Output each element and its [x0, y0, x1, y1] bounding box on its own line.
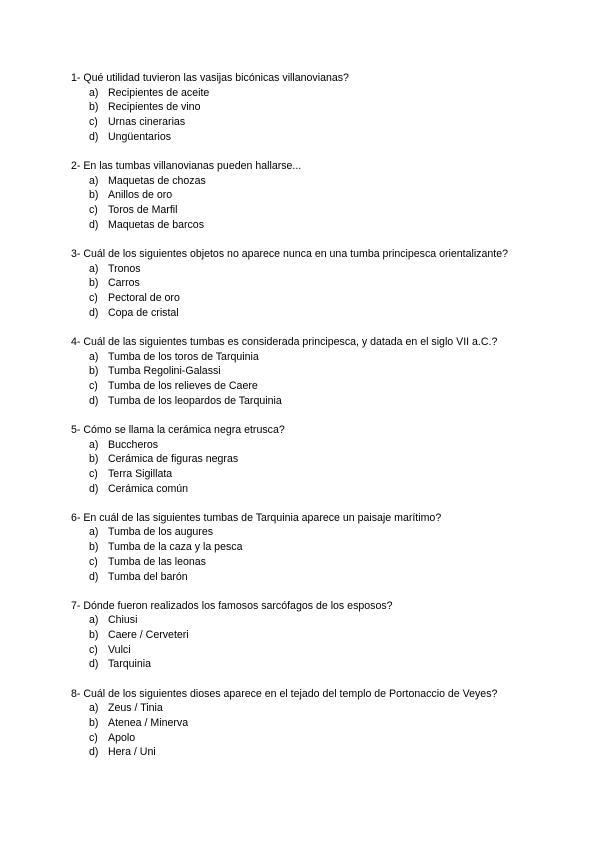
- option-letter: c): [89, 379, 98, 392]
- question-text: 3- Cuál de los siguientes objetos no aparece nunca en una tumba principesca orientalizante?: [71, 247, 508, 260]
- option-b: [71, 628, 541, 643]
- option-letter: d): [89, 130, 99, 143]
- option-text: Buccheros: [108, 438, 159, 451]
- option-a: [71, 701, 541, 716]
- option-letter: a): [89, 526, 99, 539]
- option-text: Toros de Marfil: [108, 204, 178, 217]
- option-c: [71, 555, 541, 570]
- option-text: Terra Sigillata: [108, 467, 173, 480]
- option-a: [71, 525, 541, 540]
- option-c: [71, 203, 541, 218]
- option-letter: b): [89, 541, 99, 554]
- option-c: [71, 467, 541, 482]
- option-letter: b): [89, 365, 99, 378]
- option-letter: c): [89, 291, 98, 304]
- option-d: [71, 218, 541, 233]
- option-text: Tumba de los toros de Tarquinia: [108, 350, 259, 363]
- option-text: Urnas cinerarias: [108, 116, 186, 129]
- option-letter: b): [89, 277, 99, 290]
- option-letter: d): [89, 394, 99, 407]
- option-a: [71, 350, 541, 365]
- option-letter: d): [89, 746, 99, 759]
- option-text: Tumba de los relieves de Caere: [108, 379, 258, 392]
- option-c: [71, 291, 541, 306]
- option-list: [71, 262, 541, 321]
- option-letter: d): [89, 482, 99, 495]
- option-list: [71, 438, 541, 497]
- option-d: [71, 570, 541, 585]
- option-list: [71, 174, 541, 233]
- option-text: Tumba Regolini-Galassi: [108, 365, 221, 378]
- option-text: Chiusi: [108, 614, 138, 627]
- option-b: [71, 540, 541, 555]
- option-letter: a): [89, 86, 99, 99]
- question-text: 2- En las tumbas villanovianas pueden hallarse...: [71, 159, 302, 172]
- option-text: Tumba de las leonas: [108, 555, 206, 568]
- option-text: Recipientes de vino: [108, 101, 201, 114]
- option-list: [71, 350, 541, 409]
- option-text: Recipientes de aceite: [108, 86, 210, 99]
- question-1: [71, 71, 541, 144]
- option-text: Caere / Cerveteri: [108, 629, 189, 642]
- question-text: 8- Cuál de los siguientes dioses aparece en el tejado del templo de Portonaccio de Veyes?: [71, 687, 498, 700]
- option-letter: a): [89, 174, 99, 187]
- option-list: [71, 86, 541, 145]
- option-b: [71, 364, 541, 379]
- option-text: Carros: [108, 277, 140, 290]
- option-a: [71, 174, 541, 189]
- option-letter: a): [89, 438, 99, 451]
- question-7: [71, 599, 541, 672]
- option-d: [71, 130, 541, 145]
- option-text: Tronos: [108, 262, 141, 275]
- option-text: Atenea / Minerva: [108, 717, 189, 730]
- option-text: Tumba de los augures: [108, 526, 214, 539]
- option-text: Tumba de los leopardos de Tarquinia: [108, 394, 282, 407]
- option-letter: a): [89, 262, 99, 275]
- question-5: [71, 423, 541, 496]
- option-b: [71, 452, 541, 467]
- option-text: Tarquinia: [108, 658, 151, 671]
- option-letter: d): [89, 306, 99, 319]
- option-letter: d): [89, 570, 99, 583]
- option-list: [71, 613, 541, 672]
- option-list: [71, 701, 541, 760]
- option-text: Cerámica de figuras negras: [108, 453, 239, 466]
- option-text: Maquetas de barcos: [108, 218, 204, 231]
- option-b: [71, 716, 541, 731]
- option-letter: d): [89, 218, 99, 231]
- question-6: [71, 511, 541, 584]
- option-text: Pectoral de oro: [108, 291, 180, 304]
- option-d: [71, 482, 541, 497]
- quiz-questions: [71, 71, 541, 775]
- option-c: [71, 643, 541, 658]
- option-d: [71, 745, 541, 760]
- option-text: Maquetas de chozas: [108, 174, 206, 187]
- question-8: [71, 687, 541, 760]
- option-c: [71, 379, 541, 394]
- question-text: 5- Cómo se llama la cerámica negra etrusca?: [71, 423, 285, 436]
- option-d: [71, 394, 541, 409]
- option-a: [71, 262, 541, 277]
- question-3: [71, 247, 541, 320]
- option-letter: d): [89, 658, 99, 671]
- question-4: [71, 335, 541, 408]
- option-letter: a): [89, 702, 99, 715]
- option-d: [71, 306, 541, 321]
- option-text: Copa de cristal: [108, 306, 179, 319]
- option-text: Apolo: [108, 731, 136, 744]
- option-a: [71, 438, 541, 453]
- option-letter: c): [89, 643, 98, 656]
- option-a: [71, 86, 541, 101]
- option-c: [71, 115, 541, 130]
- question-text: 4- Cuál de las siguientes tumbas es considerada principesca, y datada en el siglo VII a.C.?: [71, 335, 498, 348]
- option-text: Cerámica común: [108, 482, 189, 495]
- option-a: [71, 613, 541, 628]
- question-text: 7- Dónde fueron realizados los famosos sarcófagos de los esposos?: [71, 599, 393, 612]
- option-list: [71, 525, 541, 584]
- option-b: [71, 276, 541, 291]
- option-letter: a): [89, 350, 99, 363]
- question-text: 1- Qué utilidad tuvieron las vasijas bicónicas villanovianas?: [71, 72, 349, 84]
- option-letter: c): [89, 731, 98, 744]
- option-letter: b): [89, 629, 99, 642]
- option-b: [71, 188, 541, 203]
- question-2: [71, 159, 541, 232]
- option-text: Tumba del barón: [108, 570, 188, 583]
- option-text: Anillos de oro: [108, 189, 173, 202]
- option-letter: b): [89, 101, 99, 114]
- option-letter: b): [89, 453, 99, 466]
- option-letter: b): [89, 717, 99, 730]
- option-letter: a): [89, 614, 99, 627]
- option-text: Vulci: [108, 643, 131, 656]
- option-text: Tumba de la caza y la pesca: [108, 541, 243, 554]
- option-text: Hera / Uni: [108, 746, 156, 759]
- option-text: Ungüentarios: [108, 130, 172, 143]
- option-d: [71, 657, 541, 672]
- question-text: 6- En cuál de las siguientes tumbas de Tarquinia aparece un paisaje marítimo?: [71, 511, 442, 524]
- option-letter: c): [89, 467, 98, 480]
- option-letter: c): [89, 116, 98, 129]
- option-letter: b): [89, 189, 99, 202]
- option-c: [71, 731, 541, 746]
- option-b: [71, 100, 541, 115]
- option-text: Zeus / Tinia: [108, 702, 163, 715]
- option-letter: c): [89, 555, 98, 568]
- option-letter: c): [89, 204, 98, 217]
